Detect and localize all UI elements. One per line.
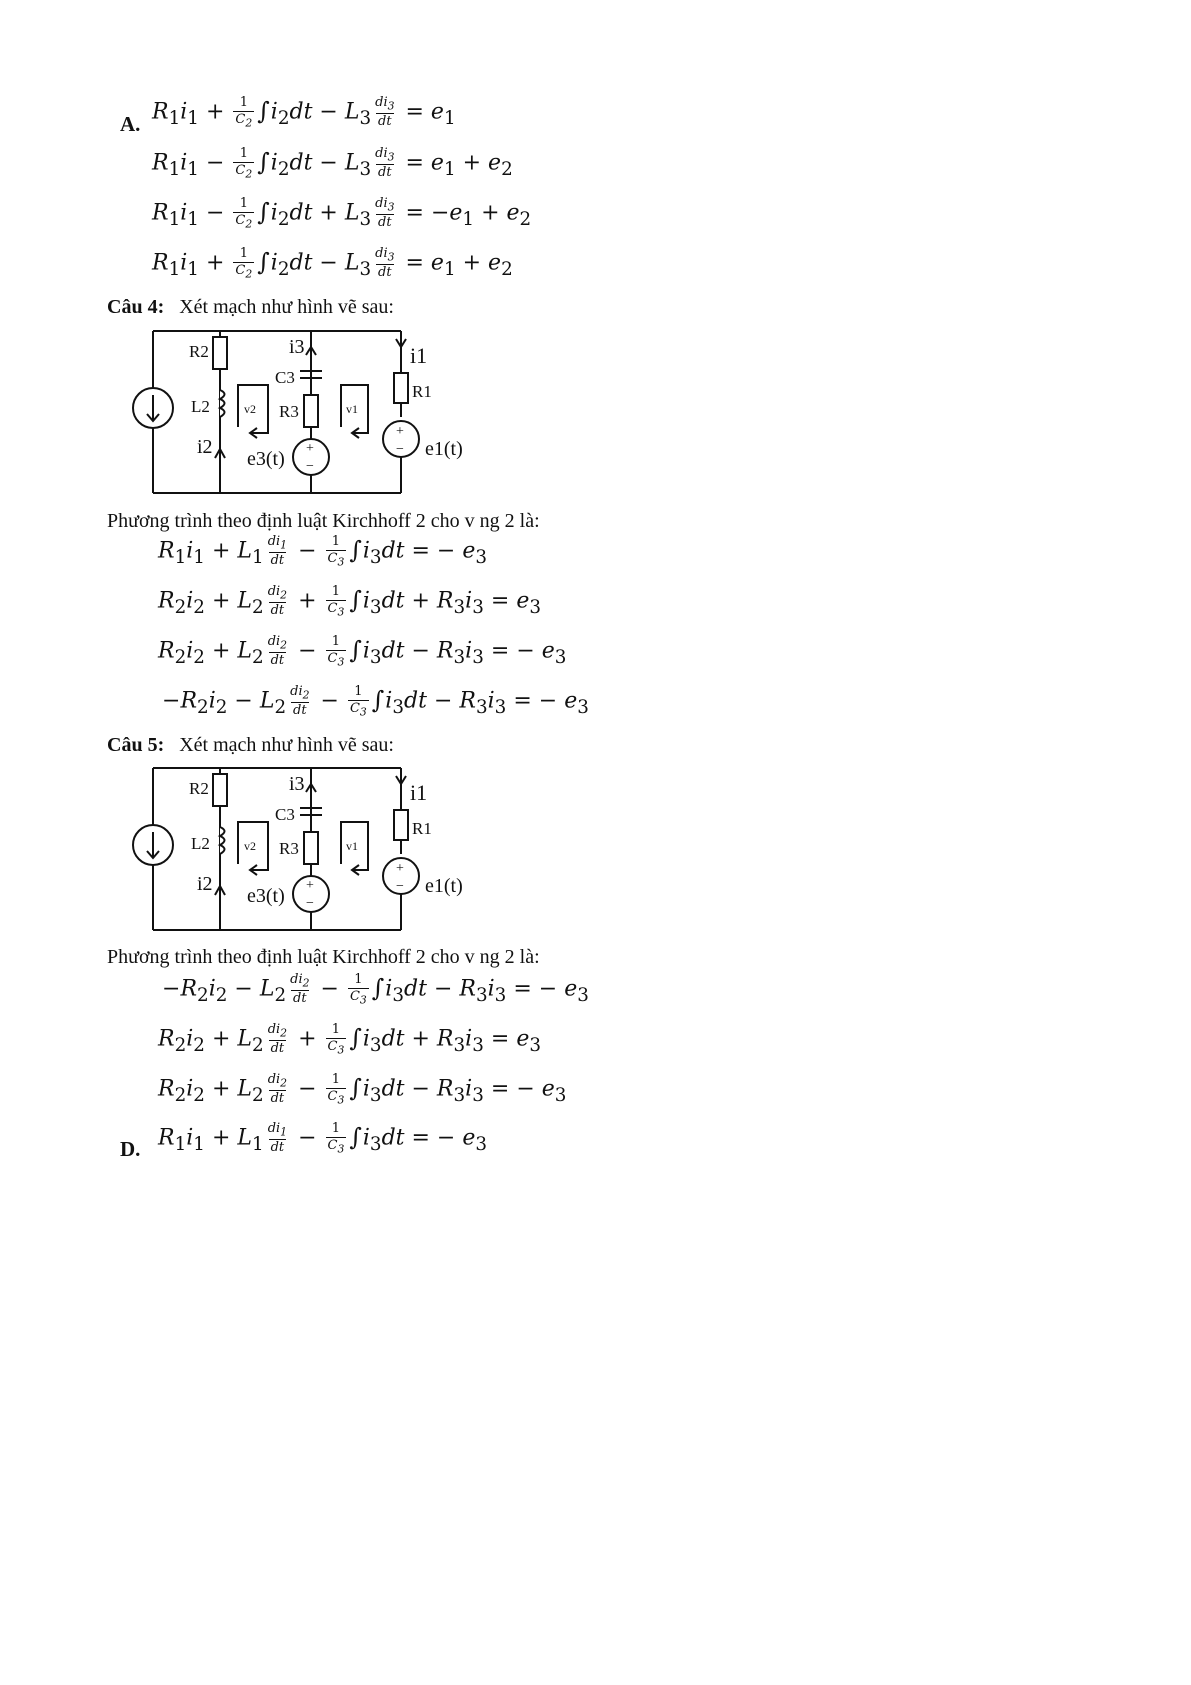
- e3-minus: −: [306, 459, 314, 474]
- option-letter-d: D.: [120, 1137, 141, 1161]
- label-r3: R3: [279, 402, 299, 421]
- label-i2: i2: [197, 873, 213, 895]
- label-i1: i1: [410, 780, 428, 805]
- question-4-header: [107, 296, 394, 319]
- equation-q5-option-3: $R_2i_2 + L_2$ $\frac{di_2}{dt}$ − $\frac{1}{C_3}$ $\int i_3dt - R_3i_3$ = − $e_3$: [158, 1072, 567, 1107]
- label-c3: C3: [275, 368, 295, 387]
- label-r3: R3: [279, 839, 299, 858]
- e1-plus: +: [396, 424, 404, 439]
- label-v1: v1: [346, 839, 358, 853]
- equation-q5-option-1: $-R_2i_2 - L_2$ $\frac{di_2}{dt}$ − $\frac{1}{C_3}$ $\int i_3dt - R_3i_3$ = − $e_3$: [162, 972, 589, 1007]
- e3-plus: +: [306, 441, 314, 456]
- label-e1: e1(t): [425, 875, 463, 897]
- question-text: Xét mạch như hình vẽ sau:: [179, 734, 394, 756]
- question-5-header: [107, 734, 394, 757]
- label-l2: L2: [191, 397, 210, 416]
- equation-q4-option-2: $R_2i_2 + L_2$ $\frac{di_2}{dt}$ + $\frac{1}{C_3}$ $\int i_3dt + R_3i_3 = e_3$: [158, 584, 542, 619]
- question-number: Câu 5:: [107, 734, 165, 756]
- label-r2: R2: [189, 342, 209, 361]
- e1-minus: −: [396, 442, 404, 457]
- label-v2: v2: [244, 839, 256, 853]
- label-v2: v2: [244, 402, 256, 416]
- label-r2: R2: [189, 779, 209, 798]
- equation-option-2: $R_1i_1$ − $\frac{1}{C_2}$ $\int i_2dt - L_3$ $\frac{di_3}{dt}$ = $e_1 + e_2$: [152, 146, 513, 181]
- label-c3: C3: [275, 805, 295, 824]
- equation-q4-option-4: $-R_2i_2 - L_2$ $\frac{di_2}{dt}$ − $\frac{1}{C_3}$ $\int i_3dt - R_3i_3$ = − $e_3$: [162, 684, 589, 719]
- question-4-prompt: Phương trình theo định luật Kirchhoff 2 cho v ng 2 là:: [107, 510, 540, 532]
- equation-q4-option-3: $R_2i_2 + L_2$ $\frac{di_2}{dt}$ − $\frac{1}{C_3}$ $\int i_3dt - R_3i_3$ = − $e_3$: [158, 634, 567, 669]
- question-text: Xét mạch như hình vẽ sau:: [179, 296, 394, 318]
- equation-option-3: $R_1i_1$ − $\frac{1}{C_2}$ $\int i_2dt + L_3$ $\frac{di_3}{dt}$ = $-e_1 + e_2$: [152, 196, 532, 231]
- equation-option-1: $R_1i_1$ + $\frac{1}{C_2}$ $\int i_2dt - L_3$ $\frac{di_3}{dt}$ = $e_1$: [152, 95, 456, 130]
- equation-q5-option-2: $R_2i_2 + L_2$ $\frac{di_2}{dt}$ + $\frac{1}{C_3}$ $\int i_3dt + R_3i_3 = e_3$: [158, 1022, 542, 1057]
- label-i3: i3: [289, 336, 305, 358]
- e1-plus: +: [396, 861, 404, 876]
- equation-option-4: $R_1i_1$ + $\frac{1}{C_2}$ $\int i_2dt - L_3$ $\frac{di_3}{dt}$ = $e_1 + e_2$: [152, 246, 513, 281]
- equation-q5-option-4: $R_1i_1 + L_1$ $\frac{di_1}{dt}$ − $\frac{1}{C_3}$ $\int i_3dt$ = − $e_3$: [158, 1121, 488, 1156]
- label-l2: L2: [191, 834, 210, 853]
- e3-minus: −: [306, 896, 314, 911]
- option-letter-a: A.: [120, 112, 141, 136]
- label-e1: e1(t): [425, 438, 463, 460]
- label-i1: i1: [410, 343, 428, 368]
- question-5-prompt: Phương trình theo định luật Kirchhoff 2 cho v ng 2 là:: [107, 946, 540, 968]
- e1-minus: −: [396, 879, 404, 894]
- circuit-diagram-q5: [125, 762, 505, 937]
- circuit-diagram-q4: [125, 325, 505, 500]
- label-v1: v1: [346, 402, 358, 416]
- label-e3: e3(t): [247, 885, 285, 907]
- question-number: Câu 4:: [107, 296, 165, 318]
- label-r1: R1: [412, 819, 432, 838]
- label-r1: R1: [412, 382, 432, 401]
- e3-plus: +: [306, 878, 314, 893]
- equation-q4-option-1: $R_1i_1 + L_1$ $\frac{di_1}{dt}$ − $\frac{1}{C_3}$ $\int i_3dt$ = − $e_3$: [158, 534, 488, 569]
- label-i2: i2: [197, 436, 213, 458]
- label-e3: e3(t): [247, 448, 285, 470]
- label-i3: i3: [289, 773, 305, 795]
